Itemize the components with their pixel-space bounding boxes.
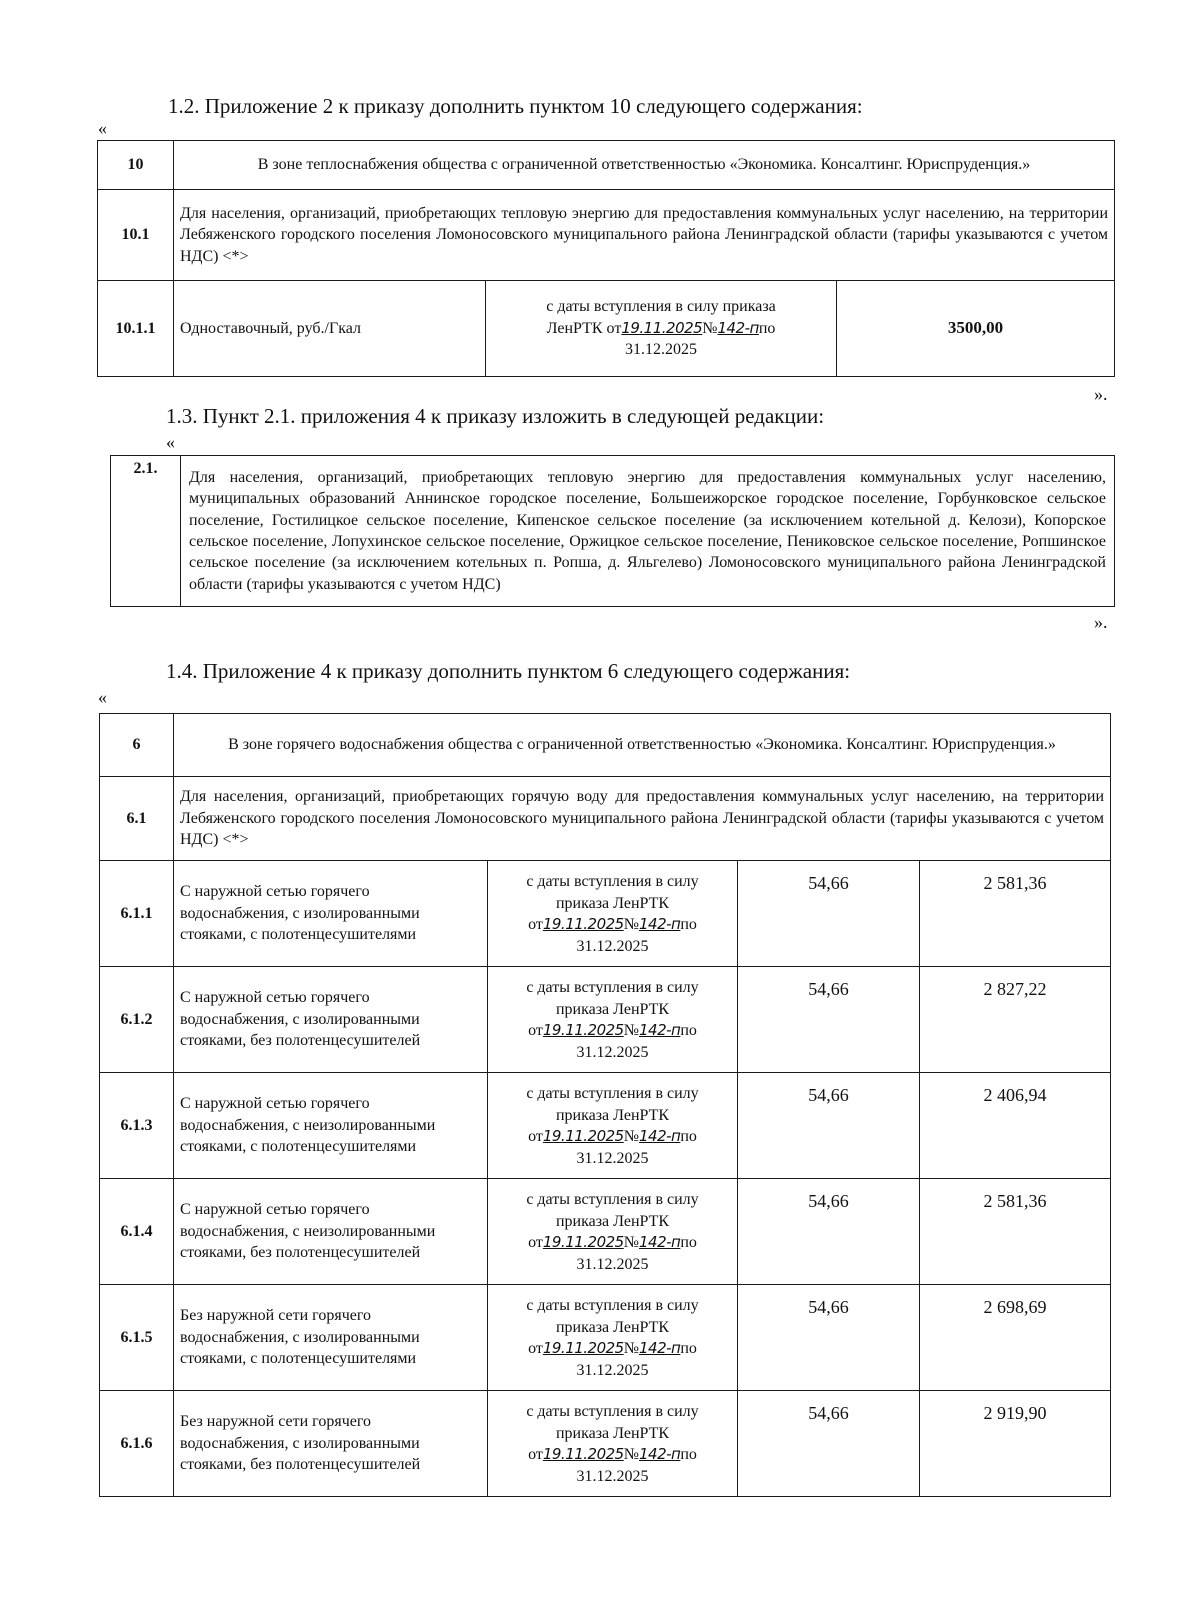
period-end: 31.12.2025 — [576, 937, 649, 955]
validity-period — [488, 1391, 738, 1497]
period-start: с даты вступления в силу приказа — [546, 298, 776, 316]
row-number: 6.1.6 — [100, 1391, 174, 1497]
period-line-1: с даты вступления в силу — [526, 1085, 699, 1102]
period-end: 31.12.2025 — [576, 1361, 649, 1379]
handwritten-order-date: 19.11.2025 — [542, 1445, 624, 1464]
handwritten-order-number: 142-п — [639, 915, 681, 934]
period-line-2: приказа ЛенРТК — [555, 1000, 670, 1018]
hot-water-tariff-table — [99, 713, 1111, 1497]
row-number: 6.1 — [100, 777, 174, 861]
validity-period — [488, 861, 738, 967]
row-number: 6 — [100, 714, 174, 777]
tariff-price: 2 919,90 — [920, 1391, 1111, 1497]
period-to: по — [680, 1234, 697, 1252]
validity-period — [488, 1179, 738, 1285]
order-no-sign: № — [623, 1234, 639, 1252]
table-row — [100, 861, 1111, 967]
row-number: 10 — [98, 141, 174, 190]
heat-component-value: 54,66 — [738, 861, 920, 967]
handwritten-order-number: 142-п — [639, 1445, 681, 1464]
open-quote: « — [98, 118, 107, 138]
handwritten-order-number: 142-п — [639, 1233, 681, 1252]
period-end: 31.12.2025 — [576, 1149, 649, 1167]
consumer-group-text: Для населения, организаций, приобретающих тепловую энергию для предоставления коммунальных услуг населению, на территории Лебяженского городского поселения Ломоносовского муниципального района Ленинградской области (тарифы указываются с учетом НДС) <*> — [174, 190, 1115, 281]
tariff-price: 2 581,36 — [920, 861, 1111, 967]
system-type: С наружной сетью горячего водоснабжения, с изолированными стояками, без полотенцесушителей — [174, 967, 488, 1073]
period-end: 31.12.2025 — [625, 341, 697, 359]
table-row — [100, 777, 1111, 861]
handwritten-order-number: 142-п — [639, 1021, 681, 1040]
period-end: 31.12.2025 — [576, 1467, 649, 1485]
amended-item-table — [110, 455, 1115, 607]
handwritten-order-date: 19.11.2025 — [542, 1339, 624, 1358]
table-row — [111, 456, 1115, 607]
period-prefix: от — [528, 1446, 543, 1464]
period-to: по — [680, 1022, 697, 1040]
table-row — [100, 714, 1111, 777]
row-number: 6.1.4 — [100, 1179, 174, 1285]
period-line-1: с даты вступления в силу — [526, 873, 699, 890]
system-type: С наружной сетью горячего водоснабжения, с изолированными стояками, с полотенцесушителями — [174, 861, 488, 967]
table-row — [98, 190, 1115, 281]
period-to: по — [680, 1128, 697, 1146]
period-prefix: от — [528, 916, 543, 934]
period-line-2: приказа ЛенРТК — [555, 1106, 670, 1124]
zone-title: В зоне теплоснабжения общества с ограниченной ответственностью «Экономика. Консалтинг. Юриспруденция.» — [174, 141, 1115, 190]
tariff-name: Одноставочный, руб./Гкал — [174, 281, 486, 377]
system-type: С наружной сетью горячего водоснабжения, с неизолированными стояками, с полотенцесушителями — [174, 1073, 488, 1179]
tariff-price: 2 827,22 — [920, 967, 1111, 1073]
order-no-sign: № — [623, 1340, 639, 1358]
table-row — [100, 1179, 1111, 1285]
row-number: 2.1. — [111, 456, 181, 607]
consumer-group-text: Для населения, организаций, приобретающих тепловую энергию для предоставления коммунальных услуг населению, муниципальных образований Аннинское городское поселение, Большеижорское городское поселение, Горбунковское сельское поселение, Гостилицкое сельское поселение, Кипенское сельское поселение (за исключением котельной д. Келози), Копорское сельское поселение, Лопухинское сельское поселение, Оржицкое сельское поселение, Пениковское сельское поселение, Ропшинское сельское поселение (за исключением котельных п. Ропша, д. Яльгелево) Ломоносовского муниципального района Ленинградской области (тарифы указываются с учетом НДС) — [181, 456, 1115, 607]
handwritten-order-date: 19.11.2025 — [621, 318, 703, 337]
period-line-1: с даты вступления в силу — [526, 1403, 699, 1420]
validity-period — [488, 967, 738, 1073]
row-number: 10.1 — [98, 190, 174, 281]
system-type: Без наружной сети горячего водоснабжения, с изолированными стояками, без полотенцесушителей — [174, 1391, 488, 1497]
period-line-2: приказа ЛенРТК — [555, 1424, 670, 1442]
period-to: по — [680, 1340, 697, 1358]
period-org: ЛенРТК от — [546, 319, 622, 337]
period-end: 31.12.2025 — [576, 1043, 649, 1061]
consumer-group-text: Для населения, организаций, приобретающих горячую воду для предоставления коммунальных услуг населению, на территории Лебяженского городского поселения Ломоносовского муниципального района Ленинградской области (тарифы указываются с учетом НДС) <*> — [174, 777, 1111, 861]
handwritten-order-date: 19.11.2025 — [542, 1127, 624, 1146]
period-line-2: приказа ЛенРТК — [555, 1318, 670, 1336]
handwritten-order-date: 19.11.2025 — [542, 1233, 624, 1252]
tariff-price: 2 406,94 — [920, 1073, 1111, 1179]
table-row — [100, 967, 1111, 1073]
close-quote: ». — [1094, 612, 1108, 632]
period-line-1: с даты вступления в силу — [526, 1297, 699, 1314]
order-no-sign: № — [623, 916, 639, 934]
period-line-2: приказа ЛенРТК — [555, 1212, 670, 1230]
handwritten-order-date: 19.11.2025 — [542, 915, 624, 934]
handwritten-order-number: 142-п — [639, 1339, 681, 1358]
validity-period — [488, 1285, 738, 1391]
open-quote: « — [98, 687, 107, 707]
period-line-2: приказа ЛенРТК — [555, 894, 670, 912]
heat-component-value: 54,66 — [738, 1285, 920, 1391]
order-no-sign: № — [623, 1022, 639, 1040]
period-to: по — [680, 1446, 697, 1464]
open-quote: « — [166, 432, 175, 452]
order-no-sign: № — [623, 1446, 639, 1464]
heat-component-value: 54,66 — [738, 967, 920, 1073]
table-row — [98, 141, 1115, 190]
period-to: по — [680, 916, 697, 934]
period-prefix: от — [528, 1128, 543, 1146]
section-1-3-heading: 1.3. Пункт 2.1. приложения 4 к приказу изложить в следующей редакции: — [166, 404, 825, 428]
tariff-price: 3500,00 — [837, 281, 1115, 377]
section-1-4-heading: 1.4. Приложение 4 к приказу дополнить пунктом 6 следующего содержания: — [166, 659, 851, 683]
handwritten-order-number: 142-п — [639, 1127, 681, 1146]
period-prefix: от — [528, 1234, 543, 1252]
heat-component-value: 54,66 — [738, 1391, 920, 1497]
tariff-price: 2 698,69 — [920, 1285, 1111, 1391]
tariff-price: 2 581,36 — [920, 1179, 1111, 1285]
section-1-2-heading: 1.2. Приложение 2 к приказу дополнить пунктом 10 следующего содержания: — [168, 94, 863, 118]
period-to: по — [758, 319, 776, 337]
order-no-sign: № — [702, 319, 718, 337]
close-quote: ». — [1094, 384, 1108, 404]
system-type: Без наружной сети горячего водоснабжения, с изолированными стояками, с полотенцесушителями — [174, 1285, 488, 1391]
handwritten-order-number: 142-п — [717, 318, 759, 337]
row-number: 6.1.1 — [100, 861, 174, 967]
period-prefix: от — [528, 1340, 543, 1358]
heat-tariff-table — [97, 140, 1115, 377]
order-no-sign: № — [623, 1128, 639, 1146]
period-line-1: с даты вступления в силу — [526, 1191, 699, 1208]
table-row — [100, 1391, 1111, 1497]
heat-component-value: 54,66 — [738, 1179, 920, 1285]
validity-period — [488, 1073, 738, 1179]
zone-title: В зоне горячего водоснабжения общества с ограниченной ответственностью «Экономика. Консалтинг. Юриспруденция.» — [174, 714, 1111, 777]
table-row — [100, 1285, 1111, 1391]
validity-period — [486, 281, 837, 377]
period-line-1: с даты вступления в силу — [526, 979, 699, 996]
row-number: 10.1.1 — [98, 281, 174, 377]
table-row — [98, 281, 1115, 377]
heat-component-value: 54,66 — [738, 1073, 920, 1179]
row-number: 6.1.2 — [100, 967, 174, 1073]
period-prefix: от — [528, 1022, 543, 1040]
period-end: 31.12.2025 — [576, 1255, 649, 1273]
row-number: 6.1.5 — [100, 1285, 174, 1391]
table-row — [100, 1073, 1111, 1179]
system-type: С наружной сетью горячего водоснабжения, с неизолированными стояками, без полотенцесушителей — [174, 1179, 488, 1285]
handwritten-order-date: 19.11.2025 — [542, 1021, 624, 1040]
row-number: 6.1.3 — [100, 1073, 174, 1179]
